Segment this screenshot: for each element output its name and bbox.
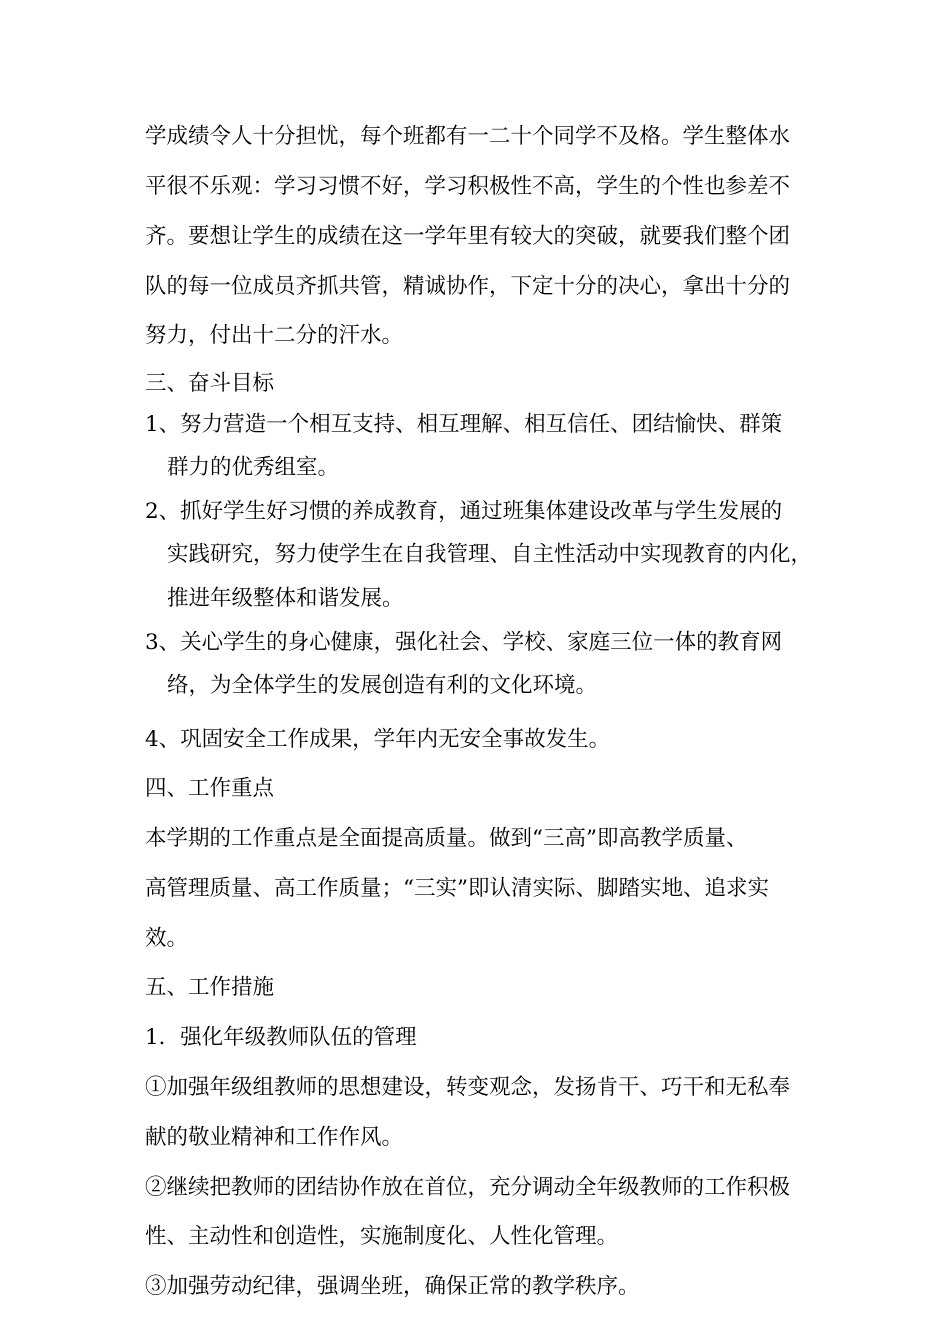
subheading-teacher-management: 1．强化年级教师队伍的管理 (145, 1025, 417, 1050)
goal-item-2-cont: 实践研究，努力使学生在自我管理、自主性活动中实现教育的内化， (167, 542, 813, 567)
paragraph-line: 齐。要想让学生的成绩在这一学年里有较大的突破，就要我们整个团 (145, 224, 791, 249)
measure-item-1: ①加强年级组教师的思想建设，转变观念，发扬肯干、巧干和无私奉 (145, 1075, 791, 1100)
measure-item-3: ③加强劳动纪律，强调坐班，确保正常的教学秩序。 (145, 1274, 640, 1299)
section-heading-goals: 三、奋斗目标 (145, 371, 275, 396)
measure-item-2-cont: 性、主动性和创造性，实施制度化、人性化管理。 (145, 1224, 619, 1249)
paragraph-line: 高管理质量、高工作质量；“三实”即认清实际、脚踏实地、追求实 (145, 876, 769, 901)
paragraph-line: 努力，付出十二分的汗水。 (145, 323, 404, 348)
goal-item-4: 4、巩固安全工作成果，学年内无安全事故发生。 (145, 727, 611, 752)
paragraph-line: 本学期的工作重点是全面提高质量。做到“三高”即高教学质量、 (145, 826, 748, 851)
measure-item-2: ②继续把教师的团结协作放在首位，充分调动全年级教师的工作积极 (145, 1175, 791, 1200)
paragraph-line: 学成绩令人十分担忧，每个班都有一二十个同学不及格。学生整体水 (145, 124, 791, 149)
goal-item-2: 2、抓好学生好习惯的养成教育，通过班集体建设改革与学生发展的 (145, 499, 783, 524)
goal-item-3: 3、关心学生的身心健康，强化社会、学校、家庭三位一体的教育网 (145, 630, 783, 655)
paragraph-line: 效。 (145, 926, 189, 951)
goal-item-2-cont: 推进年级整体和谐发展。 (167, 586, 404, 611)
goal-item-3-cont: 络，为全体学生的发展创造有利的文化环境。 (167, 673, 598, 698)
goal-item-1-cont: 群力的优秀组室。 (167, 455, 340, 480)
goal-item-1: 1、努力营造一个相互支持、相互理解、相互信任、团结愉快、群策 (145, 412, 783, 437)
paragraph-line: 队的每一位成员齐抓共管，精诚协作，下定十分的决心，拿出十分的 (145, 274, 791, 299)
measure-item-1-cont: 献的敬业精神和工作作风。 (145, 1125, 404, 1150)
section-heading-focus: 四、工作重点 (145, 776, 275, 801)
section-heading-measures: 五、工作措施 (145, 975, 275, 1000)
paragraph-line: 平很不乐观：学习习惯不好，学习积极性不高，学生的个性也参差不 (145, 174, 791, 199)
